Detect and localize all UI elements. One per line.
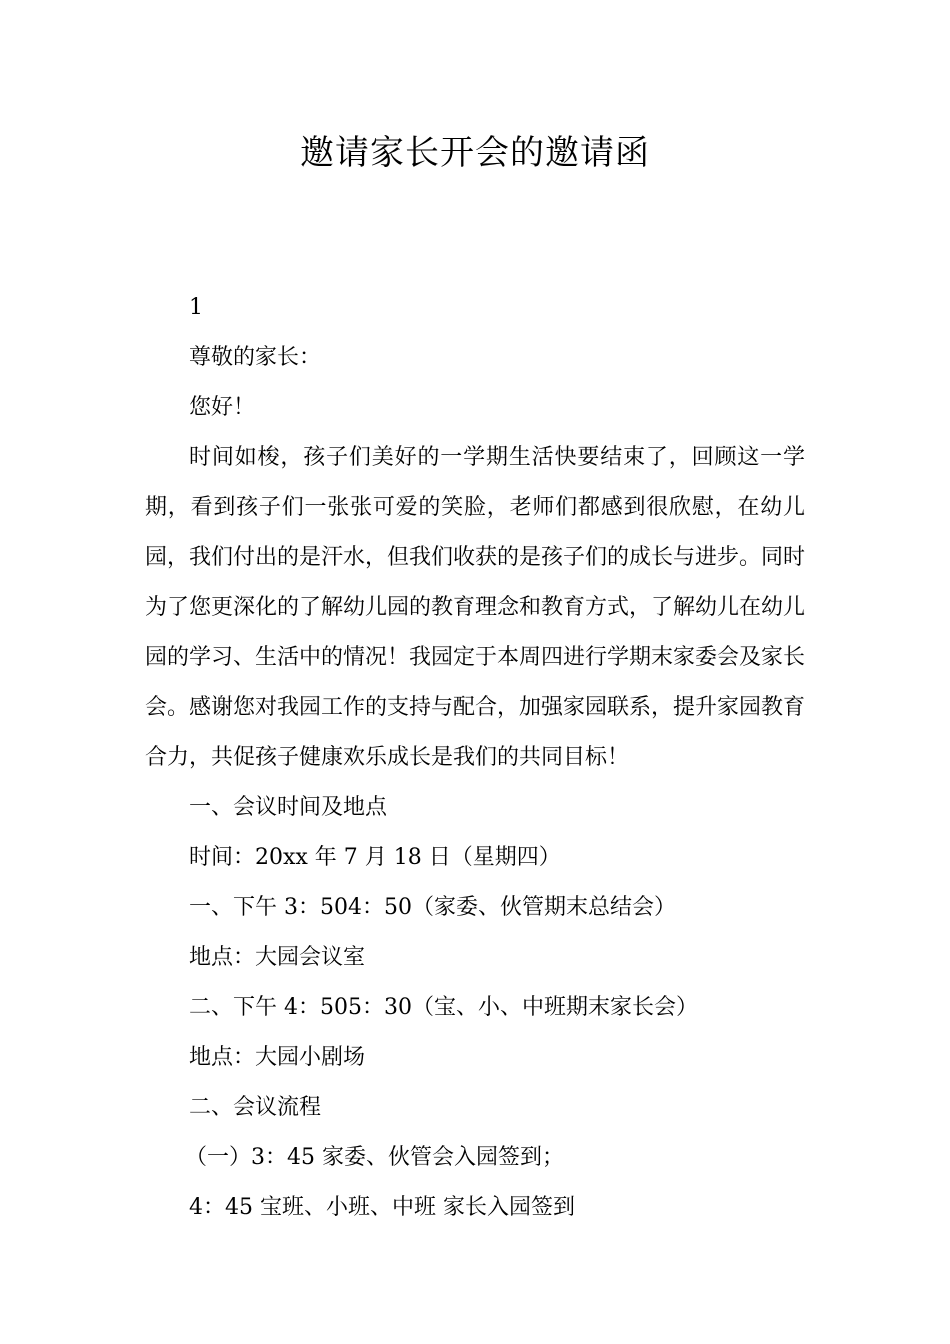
salutation: 尊敬的家长： [189,345,322,370]
main-paragraph: 时间如梭，孩子们美好的一学期生活快要结束了，回顾这一学期，看到孩子们一张张可爱的笑脸，老师们都感到很欣慰，在幼儿园，我们付出的是汗水，但我们收获的是孩子们的成长与进步。同时为了您更深化的了解幼儿园的教育理念和教育方式，了解幼儿在幼儿园的学习、生活中的情况！我园定于本周四进行学期末家委会及家长会。感谢您对我园工作的支持与配合，加强家园联系，提升家园教育合力，共促孩子健康欢乐成长是我们的共同目标！ [145,445,806,770]
agenda-item-one: （一）3：45 家委、伙管会入园签到； [185,1145,564,1170]
location-two: 地点：大园小剧场 [189,1045,366,1070]
section-heading-agenda: 二、会议流程 [189,1095,322,1120]
agenda-item-two: 4：45 宝班、小班、中班 家长入园签到 [189,1195,575,1220]
session-one: 一、下午 3：504：50（家委、伙管期末总结会） [189,895,676,920]
session-two: 二、下午 4：505：30（宝、小、中班期末家长会） [189,995,698,1020]
greeting: 您好！ [189,395,256,420]
document-body [145,283,805,1233]
location-one: 地点：大园会议室 [189,945,366,970]
document-title: 邀请家长开会的邀请函 [300,133,650,173]
section-heading-time-location: 一、会议时间及地点 [189,795,388,820]
meeting-date: 时间：20xx 年 7 月 18 日（星期四） [189,845,561,870]
page-number-label: 1 [189,295,203,320]
